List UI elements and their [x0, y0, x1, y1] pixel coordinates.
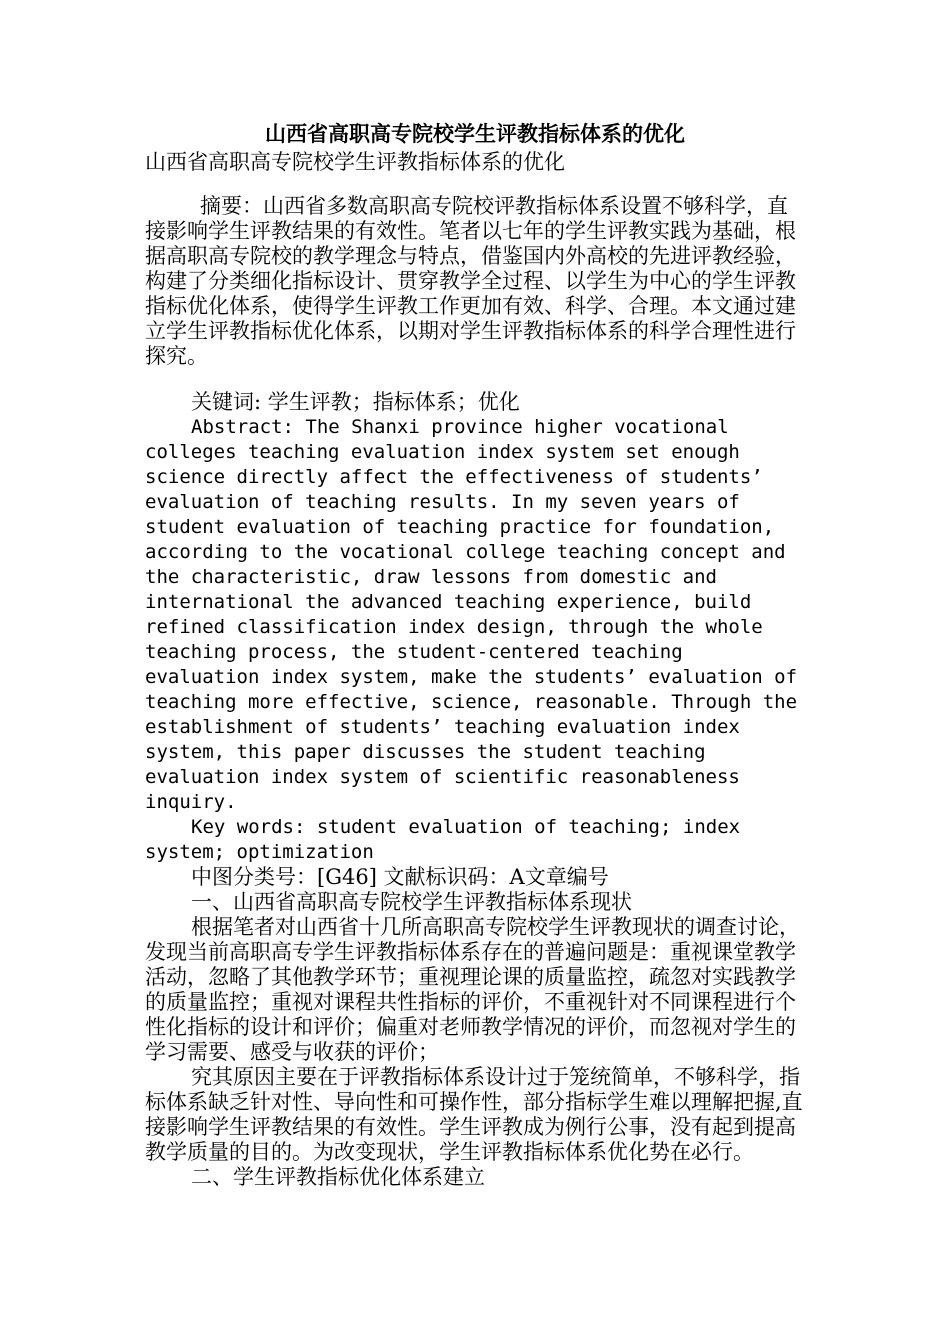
keywords-en: Key words: student evaluation of teaching; index system; optimization — [145, 816, 752, 863]
classification-line: 中图分类号：[G46] 文献标识码：A文章编号 — [191, 865, 609, 889]
document-subtitle: 山西省高职高专院校学生评教指标体系的优化 — [145, 150, 565, 174]
document-page — [145, 120, 809, 1190]
section2-heading: 二、学生评教指标优化体系建立 — [191, 1165, 485, 1189]
spacer — [145, 176, 805, 194]
section1-paragraph-2: 究其原因主要在于评教指标体系设计过于笼统简单，不够科学，指标体系缺乏针对性、导向性和可操作性，部分指标学生难以理解把握,直接影响学生评教结果的有效性。学生评教成为例行公事，没有起到提高教学质量的目的。为改变现状，学生评教指标体系优化势在必行。 — [145, 1065, 803, 1164]
spacer — [145, 369, 805, 390]
section1-heading: 一、山西省高职高专院校学生评教指标体系现状 — [191, 890, 632, 914]
abstract-cn: 摘要：山西省多数高职高专院校评教指标体系设置不够科学，直接影响学生评教结果的有效性。笔者以七年的学生评教实践为基础，根据高职高专院校的教学理念与特点，借鉴国内外高校的先进评教经验，构建了分类细化指标设计、贯穿教学全过程、以学生为中心的学生评教指标优化体系，使得学生评教工作更加有效、科学、合理。本文通过建立学生评教指标优化体系，以期对学生评教指标体系的科学合理性进行探究。 — [145, 194, 796, 368]
section1-paragraph-1: 根据笔者对山西省十几所高职高专院校学生评教现状的调查讨论，发现当前高职高专学生评教指标体系存在的普遍问题是：重视课堂教学活动，忽略了其他教学环节；重视理论课的质量监控，疏忽对实践教学的质量监控；重视对课程共性指标的评价，不重视针对不同课程进行个性化指标的设计和评价；偏重对老师教学情况的评价，而忽视对学生的学习需要、感受与收获的评价； — [145, 915, 800, 1064]
document-title: 山西省高职高专院校学生评教指标体系的优化 — [265, 121, 685, 146]
abstract-en: Abstract: The Shanxi province higher vocational colleges teaching evaluation index system set enough science directly affect the effectiveness of students’ evaluation of teaching results. In my seven years of student evaluation of teaching practice for foundation, according to the vocational college teaching concept and the characteristic, draw lessons from domestic and international the advanced teaching experience, build refined classification index design, through the whole teaching process, the student-centered teaching evaluation index system, make the students’ evaluation of teaching more effective, science, reasonable. Through the establishment of students’ teaching evaluation index system, this paper discusses the student teaching evaluation index system of scientific reasonableness inquiry. — [145, 416, 809, 813]
keywords-cn: 关键词: 学生评教；指标体系；优化 — [191, 390, 520, 414]
